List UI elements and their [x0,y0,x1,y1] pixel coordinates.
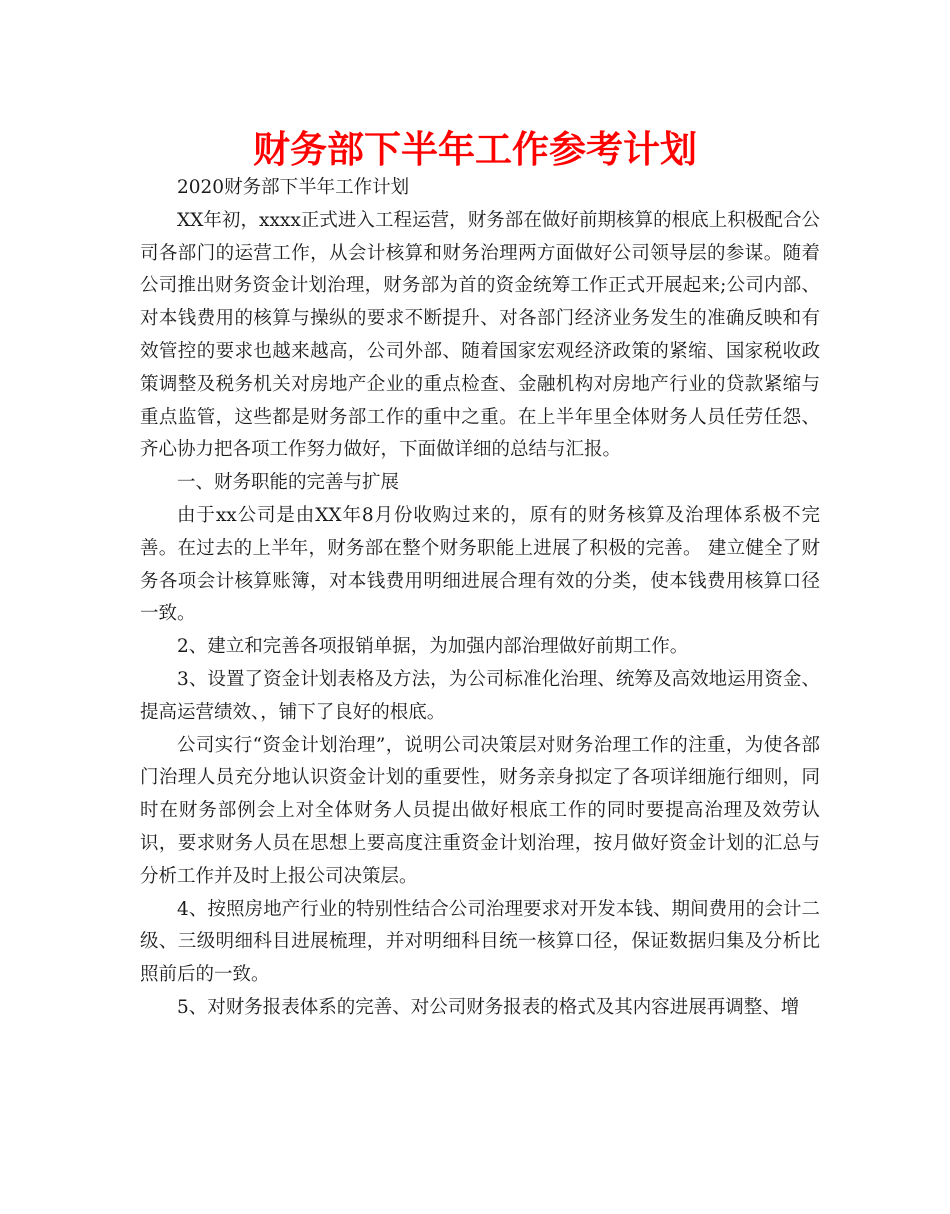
document-title: 财务部下半年工作参考计划 [253,128,697,171]
subtitle-paragraph: 2020财务部下半年工作计划 [177,177,410,198]
list-item-2: 2、建立和完善各项报销单据，为加强内部治理做好前期工作。 [177,636,689,658]
body-paragraph: 公司实行“资金计划治理”，说明公司决策层对财务治理工作的注重，为使各部门治理人员充分地认识资金计划的重要性，财务亲身拟定了各项详细施行细则，同时在财务部例会上对全体财务人员提出做好根底工作的同时要提高治理及效劳认识，要求财务人员在思想上要高度注重资金计划治理，按月做好资金计划的汇总与分析工作并及时上报公司决策层。 [140,734,820,887]
body-paragraph: 由于xx公司是由XX年8月份收购过来的，原有的财务核算及治理体系极不完善。在过去的上半年，财务部在整个财务职能上进展了积极的完善。 建立健全了财务各项会计核算账簿，对本钱费用明细进展合理有效的分类，使本钱费用核算口径一致。 [140,504,820,625]
list-item-3: 3、设置了资金计划表格及方法，为公司标准化治理、统筹及高效地运用资金、提高运营绩效、，铺下了良好的根底。 [140,668,820,723]
section-heading: 一、财务职能的完善与扩展 [177,472,400,494]
document-body [140,172,820,1025]
intro-paragraph: XX年初，xxxx正式进入工程运营，财务部在做好前期核算的根底上积极配合公司各部门的运营工作，从会计核算和财务治理两方面做好公司领导层的参谋。随着公司推出财务资金计划治理，财务部为首的资金统筹工作正式开展起来;公司内部、对本钱费用的核算与操纵的要求不断提升、对各部门经济业务发生的准确反映和有效管控的要求也越来越高，公司外部、随着国家宏观经济政策的紧缩、国家税收政策调整及税务机关对房地产企业的重点检查、金融机构对房地产行业的贷款紧缩与重点监管，这些都是财务部工作的重中之重。在上半年里全体财务人员任劳任怨、齐心协力把各项工作努力做好，下面做详细的总结与汇报。 [140,209,820,461]
list-item-5: 5、对财务报表体系的完善、对公司财务报表的格式及其内容进展再调整、增 [177,996,800,1018]
list-item-4: 4、按照房地产行业的特别性结合公司治理要求对开发本钱、期间费用的会计二级、三级明细科目进展梳理，并对明细科目统一核算口径，保证数据归集及分析比照前后的一致。 [140,898,820,986]
